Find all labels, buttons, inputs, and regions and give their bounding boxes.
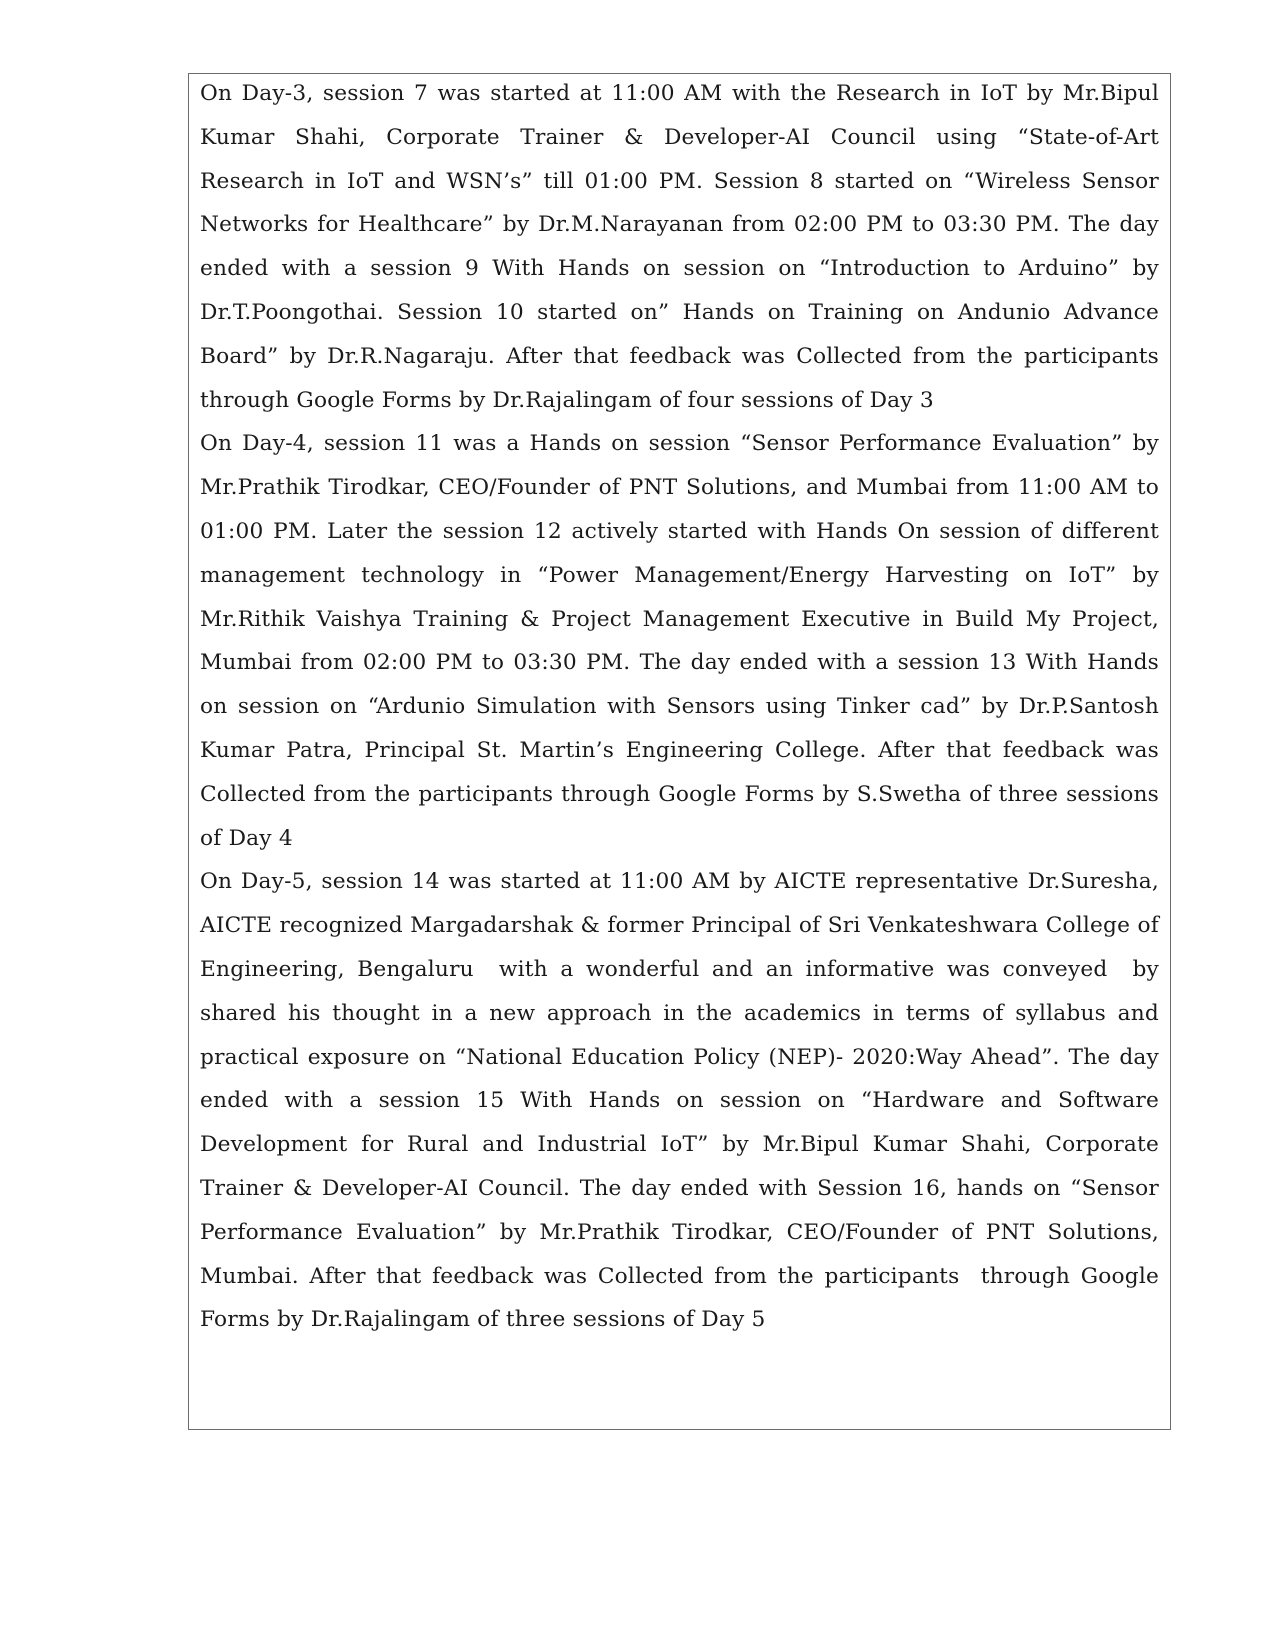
paragraph-day-5: On Day-5, session 14 was started at 11:00 AM by AICTE representative Dr.Suresha, AICTE recognized Margadarshak & former Principal of Sri Venkateshwara College of Engineering, Bengaluru with a wonderful and an informative was conveyed by shared his thought in a new approach in the academics in terms of syllabus and practical exposure on “National Education Policy (NEP)- 2020:Way Ahead”. The day ended with a session 15 With Hands on session on “Hardware and Software Development for Rural and Industrial IoT” by Mr.Bipul Kumar Shahi, Corporate Trainer & Developer-AI Council. The day ended with Session 16, hands on “Sensor Performance Evaluation” by Mr.Prathik Tirodkar, CEO/Founder of PNT Solutions, Mumbai. After that feedback was Collected from the participants through Google Forms by Dr.Rajalingam of three sessions of Day 5 bbox=[200, 869, 1167, 1333]
bordered-text-box bbox=[188, 73, 1174, 1430]
paragraph-day-4: On Day-4, session 11 was a Hands on session “Sensor Performance Evaluation” by Mr.Prathik Tirodkar, CEO/Founder of PNT Solutions, and Mumbai from 11:00 AM to 01:00 PM. Later the session 12 actively started with Hands On session of different management technology in “Power Management/Energy Harvesting on IoT” by Mr.Rithik Vaishya Training & Project Management Executive in Build My Project, Mumbai from 02:00 PM to 03:30 PM. The day ended with a session 13 With Hands on session on “Ardunio Simulation with Sensors using Tinker cad” by Dr.P.Santosh Kumar Patra, Principal St. Martin’s Engineering College. After that feedback was Collected from the participants through Google Forms by S.Swetha of three sessions of Day 4 bbox=[200, 431, 1167, 851]
paragraph-day-3: On Day-3, session 7 was started at 11:00 AM with the Research in IoT by Mr.Bipul Kumar Shahi, Corporate Trainer & Developer-AI Council using “State-of-Art Research in IoT and WSN’s” till 01:00 PM. Session 8 started on “Wireless Sensor Networks for Healthcare” by Dr.M.Narayanan from 02:00 PM to 03:30 PM. The day ended with a session 9 With Hands on session on “Introduction to Arduino” by Dr.T.Poongothai. Session 10 started on” Hands on Training on Andunio Advance Board” by Dr.R.Nagaraju. After that feedback was Collected from the participants through Google Forms by Dr.Rajalingam of four sessions of Day 3 bbox=[200, 81, 1174, 413]
